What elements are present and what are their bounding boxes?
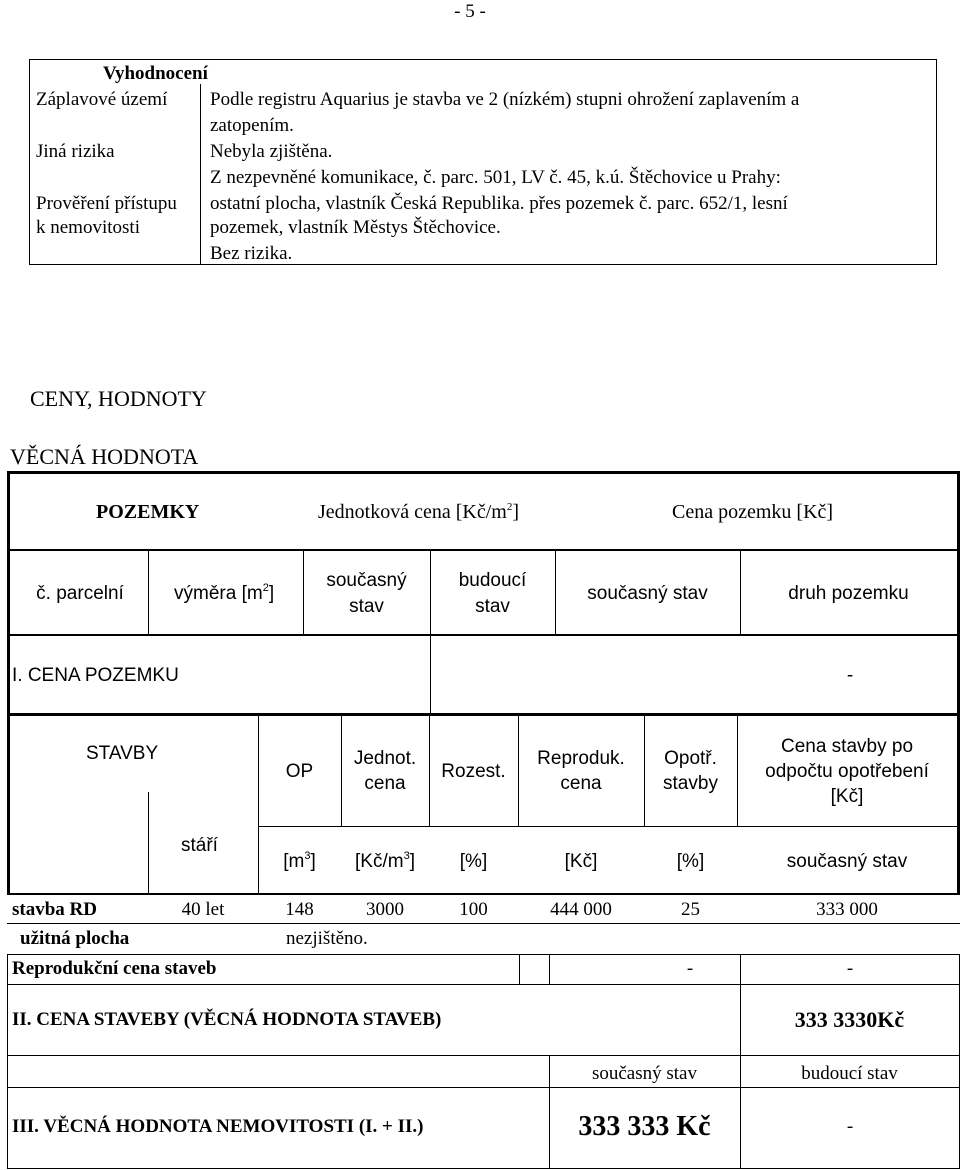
buildings-total-value: 333 3330Kč (794, 1007, 905, 1032)
col-land-type: druh pozemku (788, 583, 909, 604)
col-repro-2: cena (560, 773, 602, 794)
building-op: 148 (285, 899, 314, 920)
usable-area-label: užitná plocha (20, 928, 130, 949)
col-area (174, 582, 274, 606)
repro-total-value: - (686, 958, 694, 979)
col-unit-price: Jednot. (353, 748, 417, 769)
col-final-price-2: odpočtu opotřebení (765, 761, 929, 782)
unit-price (341, 850, 429, 874)
summary-col-future: budoucí stav (801, 1063, 898, 1084)
land-unit-price-bracket: ] (512, 501, 519, 523)
flood-zone-text-cont: zatopením. (210, 115, 294, 136)
summary-label: III. VĚCNÁ HODNOTA NEMOVITOSTI (I. + II.) (12, 1116, 424, 1137)
access-conclusion: Bez rizika. (210, 243, 293, 264)
flood-zone-text: Podle registru Aquarius je stavba ve 2 (nízkém) stupni ohrožení zaplavením a (210, 89, 800, 110)
col-current: současný (326, 570, 407, 591)
superscript: 3 (403, 850, 410, 862)
flood-zone-label: Záplavové území (36, 89, 168, 110)
repro-total-value-2: - (846, 958, 854, 979)
building-spread: 100 (459, 899, 488, 920)
superscript: 3 (304, 850, 311, 862)
land-total-label: I. CENA POZEMKU (12, 665, 179, 686)
superscript: 2 (506, 501, 513, 513)
land-unit-price-label: Jednotková cena [Kč/m (318, 501, 507, 523)
col-final-price-3: [Kč] (830, 786, 864, 807)
page-number: - 5 - (454, 1, 486, 22)
access-label: Prověření přístupu (36, 193, 177, 214)
access-text: Z nezpevněné komunikace, č. parc. 501, LV č. 45, k.ú. Štěchovice u Prahy: (210, 167, 781, 188)
land-unit-price-header (318, 500, 519, 524)
assessment-heading: Vyhodnocení (103, 63, 208, 84)
repro-total-label: Reprodukční cena staveb (12, 958, 217, 979)
building-name: stavba RD (12, 899, 97, 920)
col-land-price-current: současný stav (587, 583, 708, 604)
other-risks-text: Nebyla zjištěna. (210, 141, 333, 162)
unit-wear: [%] (676, 851, 705, 872)
col-unit-price-2: cena (364, 773, 406, 794)
prices-heading: CENY, HODNOTY (30, 386, 207, 411)
land-price-header: Cena pozemku [Kč] (672, 501, 834, 523)
unit-spread: [%] (459, 851, 488, 872)
col-final-price: Cena stavby po (780, 736, 914, 757)
col-area-label: výměra [m (174, 583, 263, 604)
buildings-total-label: II. CENA STAVEBY (VĚCNÁ HODNOTA STAVEB) (12, 1009, 442, 1030)
unit-final: současný stav (786, 851, 908, 872)
building-final: 333 000 (816, 899, 878, 920)
unit-repro: [Kč] (564, 851, 598, 872)
material-value-heading: VĚCNÁ HODNOTA (10, 444, 199, 469)
unit-price-label: [Kč/m (355, 851, 404, 872)
building-wear: 25 (681, 899, 700, 920)
col-future-2: stav (475, 596, 510, 617)
building-unit-price: 3000 (366, 899, 404, 920)
usable-area-value: nezjištěno. (286, 928, 368, 949)
col-future: budoucí (458, 570, 527, 591)
access-text-2: ostatní plocha, vlastník Česká Republika. přes pozemek č. parc. 652/1, lesní (210, 193, 788, 214)
land-header: POZEMKY (96, 501, 200, 523)
summary-col-current: současný stav (591, 1063, 697, 1084)
other-risks-label: Jiná rizika (36, 141, 115, 162)
col-wear-2: stavby (663, 773, 718, 794)
col-wear: Opotř. (664, 748, 717, 769)
table-row (0, 898, 960, 924)
col-parcel: č. parcelní (36, 583, 124, 604)
col-op: OP (285, 761, 314, 782)
unit-op (258, 850, 341, 874)
summary-current-value: 333 333 Kč (578, 1111, 711, 1142)
land-total-value: - (846, 665, 854, 686)
col-area-bracket: ] (268, 583, 275, 604)
building-age: 40 let (181, 899, 225, 920)
col-current-2: stav (349, 596, 384, 617)
col-age: stáří (181, 835, 218, 856)
col-repro: Reproduk. (537, 748, 625, 769)
unit-price-bracket: ] (409, 851, 415, 872)
summary-future-value: - (846, 1116, 854, 1137)
unit-op-bracket: ] (310, 851, 316, 872)
col-spread: Rozest. (441, 761, 506, 782)
access-text-3: pozemek, vlastník Městys Štěchovice. (210, 217, 501, 238)
unit-op-label: [m (283, 851, 305, 872)
access-label-cont: k nemovitosti (36, 217, 140, 238)
buildings-header: STAVBY (86, 743, 159, 764)
superscript: 2 (262, 582, 269, 594)
building-repro: 444 000 (550, 899, 612, 920)
